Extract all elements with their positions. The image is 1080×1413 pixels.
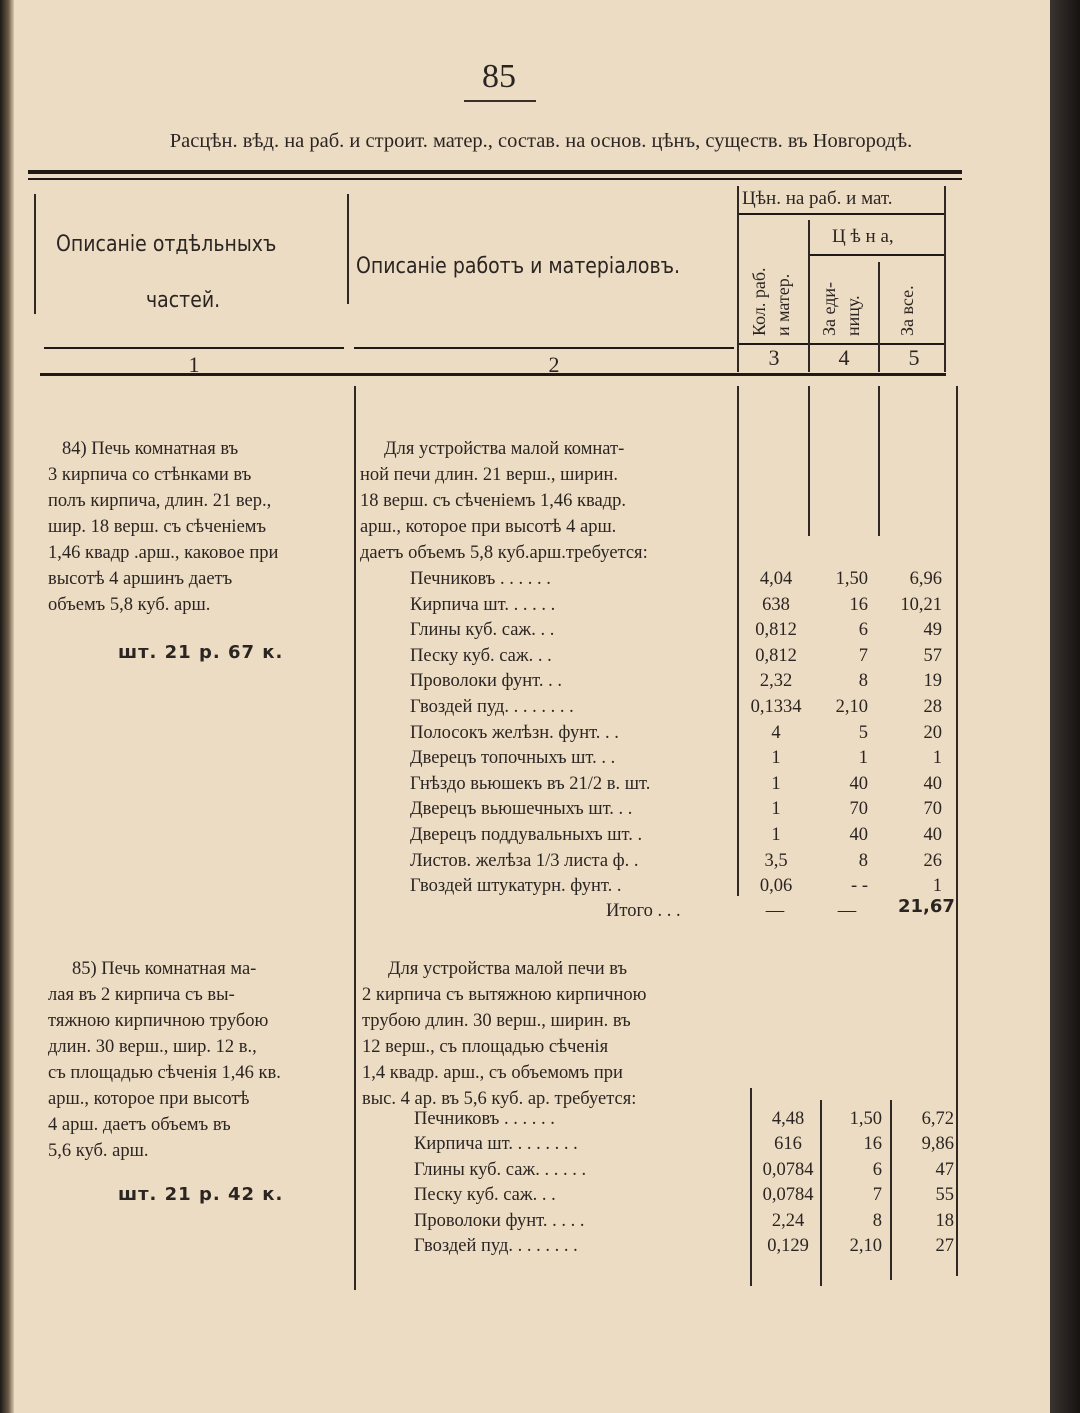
material-row-qty: 1 xyxy=(771,825,781,845)
item85-intro-line: 1,4 квадр. арш., съ объемомъ при xyxy=(362,1063,623,1083)
item84-total-qty: — xyxy=(765,901,785,921)
table-right-border xyxy=(944,186,946,372)
material-row-label: Глины куб. саж. . . . . . xyxy=(414,1159,587,1180)
item85-desc-line: 4 арш. даетъ объемъ въ xyxy=(48,1115,231,1135)
material-row-total: 40 xyxy=(923,773,942,794)
item84-desc-line: высотѣ 4 аршинъ даетъ xyxy=(48,569,233,589)
col2-col3-divider-body xyxy=(737,386,739,896)
material-row-qty: 2,32 xyxy=(759,671,793,692)
item85-desc-line: лая въ 2 кирпича съ вы- xyxy=(48,985,235,1005)
material-row-total: 28 xyxy=(923,697,942,717)
col-number-3: 3 xyxy=(768,345,780,370)
material-row-total: 20 xyxy=(923,722,942,743)
material-row-unit: 40 xyxy=(849,773,868,794)
material-row-qty: 0,812 xyxy=(755,645,797,666)
material-row-total: 40 xyxy=(923,825,942,845)
material-row-total: 47 xyxy=(935,1159,954,1180)
material-row-unit: 7 xyxy=(858,645,868,666)
material-row-total: 49 xyxy=(923,620,942,641)
material-row-qty: 0,0784 xyxy=(762,1185,814,1206)
material-row-qty: 2,24 xyxy=(771,1210,805,1231)
material-row-label: Гвоздей пуд. . . . . . . . xyxy=(410,697,574,717)
col-number-5: 5 xyxy=(908,345,920,370)
material-row-label: Листов. желѣза 1/3 листа ф. . xyxy=(410,850,639,871)
item85-intro-line: 2 кирпича съ вытяжною кирпичною xyxy=(362,985,647,1005)
item85-desc-line: 85) Печь комнатная ма- xyxy=(72,959,257,979)
material-row-qty: 0,06 xyxy=(759,876,793,897)
material-row-label: Глины куб. саж. . . xyxy=(410,620,555,641)
col3-header-line1: Кол. раб. xyxy=(749,267,769,336)
col2-header: Описаніе работъ и матеріаловъ. xyxy=(356,254,680,279)
item84-intro-line: 18 верш. съ сѣченіемъ 1,46 квадр. xyxy=(360,491,627,511)
material-row-label: Песку куб. саж. . . xyxy=(414,1185,556,1206)
col3-col4-divider-body xyxy=(808,386,810,536)
material-row-total: 9,86 xyxy=(921,1134,954,1155)
material-row-qty: 0,812 xyxy=(755,620,797,641)
material-row-qty: 0,0784 xyxy=(762,1159,814,1180)
material-row-total: 6,96 xyxy=(909,569,942,589)
material-row-total: 6,72 xyxy=(921,1109,954,1129)
material-row-label: Песку куб. саж. . . xyxy=(410,645,552,666)
material-row-qty: 1 xyxy=(771,799,781,820)
col4-col5-divider xyxy=(878,262,880,372)
item85-intro-line: выс. 4 ар. въ 5,6 куб. ар. требуется: xyxy=(362,1089,637,1109)
col4-header-line2: ницу. xyxy=(843,295,863,336)
colnum-rule-2 xyxy=(354,347,734,349)
material-row-unit: 7 xyxy=(872,1185,882,1206)
table-top-rule-thin xyxy=(28,178,962,180)
material-row-unit: 1,50 xyxy=(835,569,868,589)
document-page xyxy=(14,0,1050,1413)
price-subgroup-header: Ц ѣ н а, xyxy=(832,226,894,247)
material-row-qty: 0,129 xyxy=(767,1236,809,1256)
material-row-label: Дверецъ топочныхъ шт. . . xyxy=(410,748,616,769)
material-row-label: Печниковъ . . . . . . xyxy=(410,569,551,589)
col2-col3-divider-body-2 xyxy=(750,1088,752,1286)
col3-header-line2: и матер. xyxy=(773,273,793,336)
material-row-unit: 1 xyxy=(858,748,868,769)
material-row-unit: 8 xyxy=(858,850,868,871)
material-row-unit: 6 xyxy=(858,620,868,641)
material-row-unit: 16 xyxy=(863,1134,882,1155)
material-row-qty: 1 xyxy=(771,748,781,769)
material-row-label: Проволоки фунт. . . xyxy=(410,671,562,692)
col1-col2-divider xyxy=(347,194,349,304)
item85-intro-line: 12 верш., съ площадью сѣченія xyxy=(362,1037,609,1057)
material-row-qty: 4,48 xyxy=(771,1109,805,1129)
col5-header: За все. xyxy=(897,285,917,336)
page-number-rule xyxy=(464,100,536,102)
item84-desc-line: 1,46 квадр .арш., каковое при xyxy=(48,543,279,563)
col4-col5-divider-body-2 xyxy=(890,1100,892,1280)
table-right-border-body xyxy=(956,386,958,1276)
material-row-label: Гвоздей пуд. . . . . . . . xyxy=(414,1236,578,1256)
col1-header-line2: частей. xyxy=(146,288,221,313)
material-row-total: 10,21 xyxy=(900,594,942,615)
material-row-label: Дверецъ поддувальныхъ шт. . xyxy=(410,825,643,845)
item85-desc-line: съ площадью сѣченія 1,46 кв. xyxy=(48,1063,281,1083)
page-number: 85 xyxy=(482,58,516,95)
material-row-total: 18 xyxy=(935,1210,954,1231)
item84-intro-line: ной печи длин. 21 верш., ширин. xyxy=(360,465,619,485)
item84-desc-line: объемъ 5,8 куб. арш. xyxy=(48,595,211,615)
material-row-total: 57 xyxy=(923,645,942,666)
material-row-unit: 1,50 xyxy=(849,1109,882,1129)
col1-col2-divider-body xyxy=(354,386,356,1290)
item84-desc-line: шир. 18 верш. съ сѣченіемъ xyxy=(48,517,267,537)
material-row-unit: 70 xyxy=(849,799,868,820)
material-row-unit: - - xyxy=(851,876,868,897)
col4-col5-divider-body xyxy=(878,386,880,536)
col4-header-line1: За еди- xyxy=(819,281,839,336)
material-row-label: Кирпича шт. . . . . . xyxy=(410,594,556,615)
material-row-label: Гнѣздо вьюшекъ въ 21/2 в. шт. xyxy=(410,773,651,794)
material-row-total: 27 xyxy=(935,1236,954,1256)
col-number-2: 2 xyxy=(548,352,560,377)
item84-desc-line: 84) Печь комнатная въ xyxy=(62,439,239,459)
item85-intro-line: Для устройства малой печи въ xyxy=(388,959,628,979)
material-row-total: 55 xyxy=(935,1185,954,1206)
item84-price-note: шт. 21 р. 67 к. xyxy=(118,642,284,663)
material-row-unit: 6 xyxy=(872,1159,882,1180)
col2-col3-divider xyxy=(737,186,739,372)
material-row-qty: 1 xyxy=(771,773,781,794)
item84-desc-line: полъ кирпича, длин. 21 вер., xyxy=(48,491,272,511)
item84-total-unit: — xyxy=(837,901,857,921)
material-row-qty: 4 xyxy=(771,722,781,743)
col-number-4: 4 xyxy=(838,345,850,370)
material-row-label: Печниковъ . . . . . . xyxy=(414,1109,555,1129)
price-group-header: Цѣн. на раб. и мат. xyxy=(742,188,893,209)
material-row-qty: 638 xyxy=(762,594,790,615)
item85-desc-line: длин. 30 верш., шир. 12 в., xyxy=(48,1037,257,1057)
item84-total-value: 21,67 xyxy=(898,896,955,917)
item84-desc-line: 3 кирпича со стѣнками въ xyxy=(48,465,252,485)
running-title: Расцѣн. вѣд. на раб. и строит. матер., состав. на основ. цѣнъ, существ. въ Новгородѣ. xyxy=(169,130,913,152)
material-row-unit: 8 xyxy=(872,1210,882,1231)
table-left-border xyxy=(34,194,36,314)
material-row-unit: 16 xyxy=(849,594,868,615)
col1-header-line1: Описаніе отдѣльныхъ xyxy=(56,232,277,257)
material-row-qty: 3,5 xyxy=(764,850,788,871)
subgroup-rule xyxy=(808,254,944,256)
table-top-rule xyxy=(28,170,962,174)
material-row-qty: 0,1334 xyxy=(750,697,802,717)
item85-desc-line: арш., которое при высотѣ xyxy=(48,1089,250,1109)
item85-desc-line: тяжною кирпичною трубою xyxy=(48,1011,269,1031)
material-row-unit: 2,10 xyxy=(849,1236,882,1256)
col3-col4-divider-body-2 xyxy=(820,1100,822,1286)
item84-total-label: Итого . . . xyxy=(606,901,681,921)
material-row-total: 1 xyxy=(932,748,942,769)
material-row-total: 70 xyxy=(923,799,942,820)
material-row-label: Проволоки фунт. . . . . xyxy=(414,1210,585,1231)
material-row-unit: 8 xyxy=(858,671,868,692)
material-row-unit: 2,10 xyxy=(835,697,868,717)
group-rule xyxy=(738,213,944,215)
material-row-unit: 40 xyxy=(849,825,868,845)
material-row-label: Гвоздей штукатурн. фунт. . xyxy=(410,876,622,897)
material-row-qty: 616 xyxy=(774,1134,802,1155)
material-row-total: 1 xyxy=(932,876,942,897)
material-row-unit: 5 xyxy=(858,722,868,743)
item85-desc-line: 5,6 куб. арш. xyxy=(48,1141,149,1161)
material-row-qty: 4,04 xyxy=(759,569,793,589)
book-spine xyxy=(0,0,14,1413)
material-row-total: 19 xyxy=(923,671,942,692)
material-row-label: Кирпича шт. . . . . . . . xyxy=(414,1134,578,1155)
item84-intro-line: Для устройства малой комнат- xyxy=(384,439,625,459)
page-edge-shadow xyxy=(1050,0,1080,1413)
item84-intro-line: даетъ объемъ 5,8 куб.арш.требуется: xyxy=(360,543,648,563)
col3-col4-divider xyxy=(808,220,810,372)
item85-intro-line: трубою длин. 30 верш., ширин. въ xyxy=(362,1011,631,1031)
colnum-rule-1 xyxy=(44,347,344,349)
col-number-1: 1 xyxy=(188,352,200,377)
item84-intro-line: арш., которое при высотѣ 4 арш. xyxy=(360,517,617,537)
material-row-label: Полосокъ желѣзн. фунт. . . xyxy=(410,722,619,743)
material-row-label: Дверецъ вьюшечныхъ шт. . . xyxy=(410,799,633,820)
material-row-total: 26 xyxy=(923,850,942,871)
item85-price-note: шт. 21 р. 42 к. xyxy=(118,1184,284,1205)
